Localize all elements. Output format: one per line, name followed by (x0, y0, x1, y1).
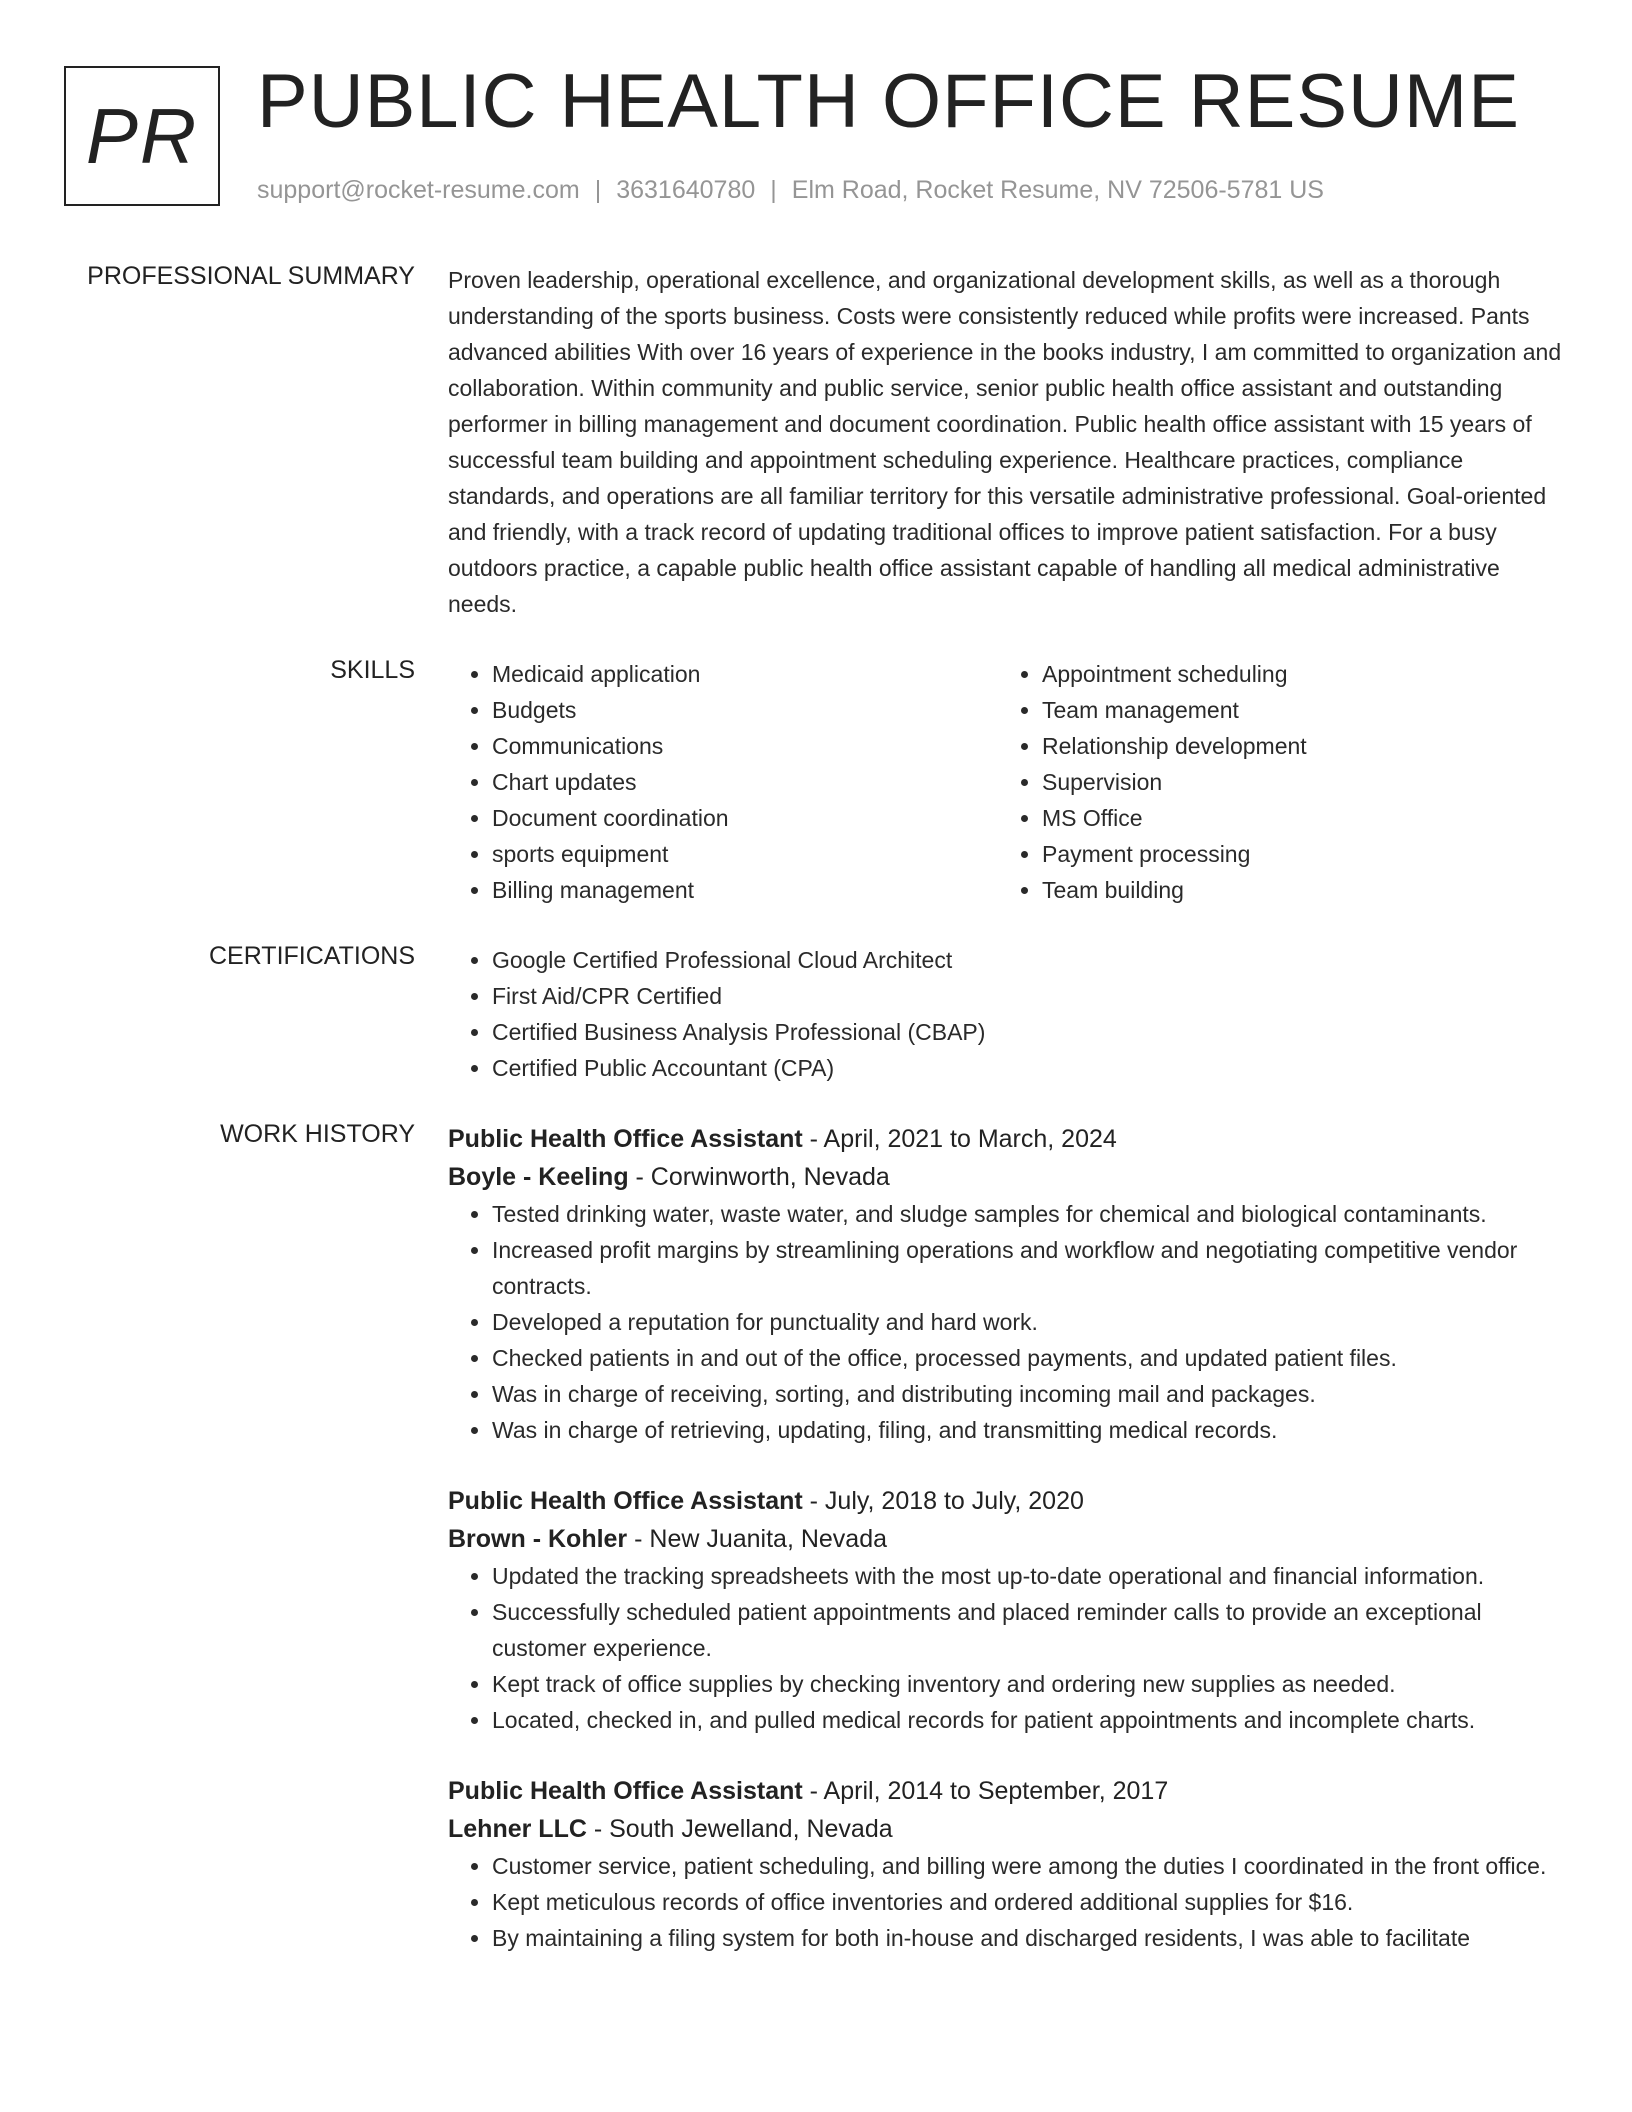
summary-text: Proven leadership, operational excellence, and organizational development skills, as well as a thorough understanding of the sports business. Costs were consistently reduced while profits were increased. Pants advanced abilities With over 16 years of experience in the books industry, I am committed to organization and collaboration. Within community and public service, senior public health office assistant and outstanding performer in billing management and document coordination. Public health office assistant with 15 years of successful team building and appointment scheduling experience. Healthcare practices, compliance standards, and operations are all familiar territory for this versatile administrative professional. Goal-oriented and friendly, with a track record of updating traditional offices to improve patient satisfaction. For a busy outdoors practice, a capable public health office assistant capable of handling all medical administrative needs. (448, 267, 1562, 617)
job-dates: - April, 2014 to September, 2017 (802, 1777, 1169, 1805)
job-role: Public Health Office Assistant (448, 1125, 803, 1153)
job-entry (448, 1120, 1568, 1448)
job-company-line (448, 1520, 1568, 1558)
certifications-list (448, 942, 1568, 1086)
monogram: PR (64, 66, 220, 206)
job-duty-item: • Was in charge of receiving, sorting, and distributing incoming mail and packages. (492, 1376, 1568, 1412)
certification-item: • Certified Public Accountant (CPA) (492, 1050, 1568, 1086)
work-history-list (448, 1120, 1568, 1956)
skill-item: • Team building (1042, 872, 1548, 908)
skills-heading: SKILLS (330, 656, 415, 684)
job-company-line (448, 1158, 1568, 1196)
job-location: - Corwinworth, Nevada (628, 1163, 890, 1191)
job-duties-list (448, 1196, 1568, 1448)
skill-item: • Supervision (1042, 764, 1548, 800)
contact-phone: 3631640780 (616, 176, 756, 204)
contact-email: support@rocket-resume.com (257, 176, 580, 204)
job-company: Boyle - Keeling (448, 1163, 629, 1191)
skill-item: • Appointment scheduling (1042, 656, 1548, 692)
job-company: Brown - Kohler (448, 1525, 628, 1553)
contact-address: Elm Road, Rocket Resume, NV 72506-5781 US (791, 176, 1324, 204)
job-company-line (448, 1810, 1568, 1848)
skill-item: • Relationship development (1042, 728, 1548, 764)
job-location: - South Jewelland, Nevada (586, 1815, 893, 1843)
job-duty-item: • Customer service, patient scheduling, and billing were among the duties I coordinated in the front office. (492, 1848, 1568, 1884)
job-title-line (448, 1482, 1568, 1520)
skills-section (0, 656, 1632, 908)
skill-item: • MS Office (1042, 800, 1548, 836)
skill-item: • Team management (1042, 692, 1548, 728)
job-entry (448, 1482, 1568, 1738)
summary-section (0, 262, 1632, 622)
job-dates: - April, 2021 to March, 2024 (802, 1125, 1117, 1153)
contact-separator: | (770, 176, 777, 204)
job-duty-item: • Checked patients in and out of the office, processed payments, and updated patient files. (492, 1340, 1568, 1376)
job-location: - New Juanita, Nevada (627, 1525, 888, 1553)
summary-heading: PROFESSIONAL SUMMARY (87, 262, 415, 290)
job-duty-item: • Increased profit margins by streamlining operations and workflow and negotiating competitive vendor contracts. (492, 1232, 1568, 1304)
certification-item: • Certified Business Analysis Professional (CBAP) (492, 1014, 1568, 1050)
work-history-heading: WORK HISTORY (220, 1120, 415, 1148)
job-duty-item: • Successfully scheduled patient appointments and placed reminder calls to provide an exceptional customer experience. (492, 1594, 1568, 1666)
job-entry (448, 1772, 1568, 1956)
job-duty-item: • Updated the tracking spreadsheets with the most up-to-date operational and financial information. (492, 1558, 1568, 1594)
job-dates: - July, 2018 to July, 2020 (802, 1487, 1084, 1515)
job-duties-list (448, 1848, 1568, 1956)
job-duty-item: • Kept meticulous records of office inventories and ordered additional supplies for $16. (492, 1884, 1568, 1920)
resume-title: PUBLIC HEALTH OFFICE RESUME (257, 59, 1520, 144)
contact-line (257, 176, 1324, 205)
skill-item: • Budgets (492, 692, 998, 728)
job-company: Lehner LLC (448, 1815, 587, 1843)
job-role: Public Health Office Assistant (448, 1777, 803, 1805)
skill-item: • Billing management (492, 872, 998, 908)
skill-item: • sports equipment (492, 836, 998, 872)
certifications-section (0, 942, 1632, 1086)
work-history-section (0, 1120, 1632, 1956)
skill-item: • Medicaid application (492, 656, 998, 692)
job-role: Public Health Office Assistant (448, 1487, 803, 1515)
contact-separator: | (594, 176, 602, 204)
job-duty-item: • Located, checked in, and pulled medical records for patient appointments and incomplete charts. (492, 1702, 1568, 1738)
job-title-line (448, 1120, 1568, 1158)
skill-item: • Payment processing (1042, 836, 1548, 872)
skills-list-right (998, 656, 1548, 908)
skill-item: • Chart updates (492, 764, 998, 800)
resume-content (0, 262, 1632, 1990)
skill-item: • Communications (492, 728, 998, 764)
job-duty-item: • Was in charge of retrieving, updating, filing, and transmitting medical records. (492, 1412, 1568, 1448)
job-duty-item: • Developed a reputation for punctuality and hard work. (492, 1304, 1568, 1340)
certifications-heading: CERTIFICATIONS (208, 942, 415, 970)
job-duty-item: • Kept track of office supplies by checking inventory and ordering new supplies as needed. (492, 1666, 1568, 1702)
certification-item: • First Aid/CPR Certified (492, 978, 1568, 1014)
certification-item: • Google Certified Professional Cloud Architect (492, 942, 1568, 978)
job-duties-list (448, 1558, 1568, 1738)
job-duty-item: • Tested drinking water, waste water, and sludge samples for chemical and biological contaminants. (492, 1196, 1568, 1232)
skill-item: • Document coordination (492, 800, 998, 836)
job-title-line (448, 1772, 1568, 1810)
job-duty-item: • By maintaining a filing system for both in-house and discharged residents, I was able to facilitate (492, 1920, 1568, 1956)
skills-list-left (448, 656, 998, 908)
